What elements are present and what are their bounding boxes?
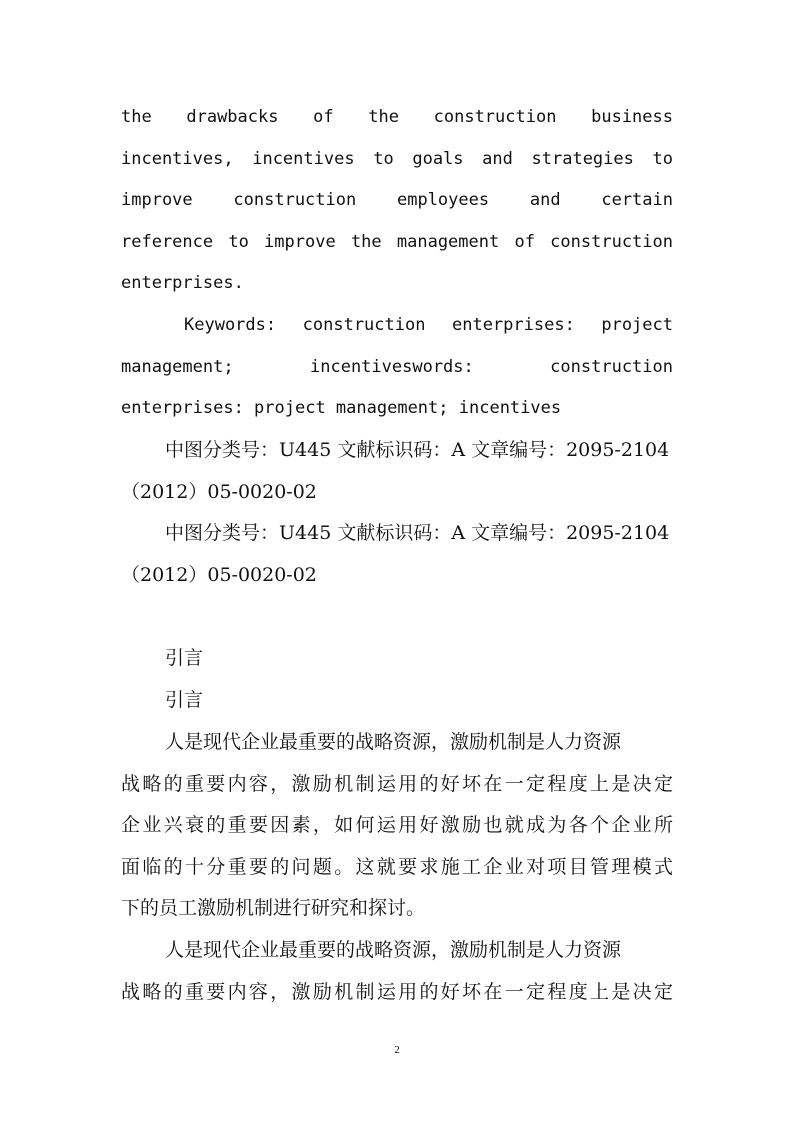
paragraph-line: 面临的十分重要的问题。这就要求施工企业对项目管理模式 <box>121 855 673 878</box>
paragraph-line: 人是现代企业最重要的战略资源，激励机制是人力资源 <box>165 939 622 961</box>
keywords-en <box>121 305 673 430</box>
classification-line: 中图分类号：U445 文献标识码：A 文章编号：2095-2104 <box>165 522 670 545</box>
section-heading: 引言 <box>165 688 204 711</box>
page-number: 2 <box>394 1044 400 1056</box>
classification-info <box>121 430 686 596</box>
paragraph-line: 企业兴衰的重要因素，如何运用好激励也就成为各个企业所 <box>121 814 673 837</box>
classification-line: （2012）05-0020-02 <box>121 563 317 586</box>
abstract-line: the drawbacks of the construction business <box>121 107 673 127</box>
paragraph-line: 战略的重要内容，激励机制运用的好坏在一定程度上是决定 <box>121 980 673 1003</box>
body-paragraph <box>121 722 673 930</box>
classification-line: （2012）05-0020-02 <box>121 480 317 503</box>
keywords-line: enterprises: project management; incentives <box>121 398 562 419</box>
classification-line: 中图分类号：U445 文献标识码：A 文章编号：2095-2104 <box>165 439 670 461</box>
abstract-en <box>121 97 673 305</box>
section-heading: 引言 <box>165 647 204 669</box>
paragraph-line: 战略的重要内容，激励机制运用的好坏在一定程度上是决定 <box>121 772 673 795</box>
abstract-line: improve construction employees and certain <box>121 190 673 211</box>
abstract-line: enterprises. <box>121 273 244 294</box>
abstract-line: reference to improve the management of construction <box>121 231 673 252</box>
paragraph-line: 下的员工激励机制进行研究和探讨。 <box>121 897 426 920</box>
keywords-line: management; incentiveswords: construction <box>121 356 673 377</box>
keywords-line: Keywords: construction enterprises: project <box>184 315 673 335</box>
paragraph-line: 人是现代企业最重要的战略资源，激励机制是人力资源 <box>165 731 622 753</box>
introduction-headings <box>121 638 673 721</box>
abstract-line: incentives, incentives to goals and strategies to <box>121 148 673 169</box>
body-paragraph <box>121 930 673 1013</box>
